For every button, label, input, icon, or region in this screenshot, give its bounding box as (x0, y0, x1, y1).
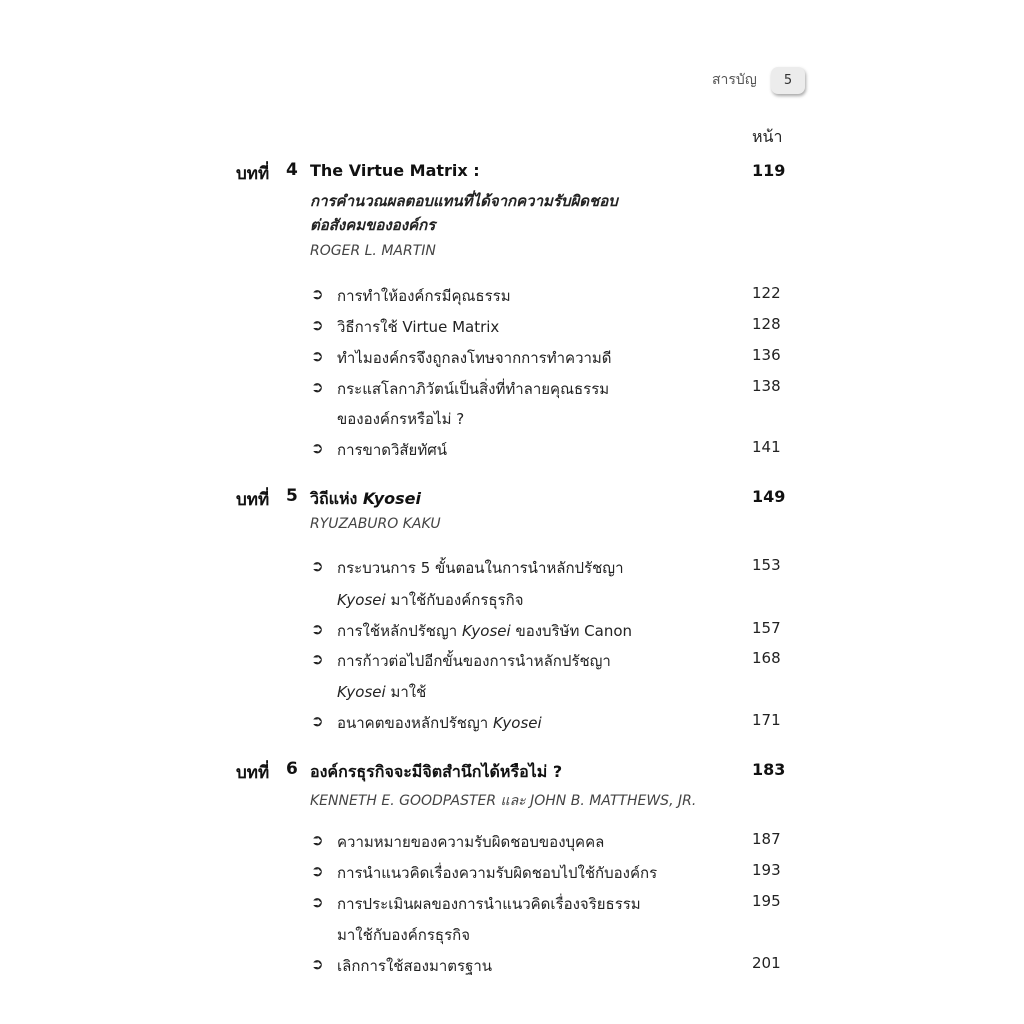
chapter-subtitle-line: การคำนวณผลตอบแทนที่ได้จากความรับผิดชอบ (310, 192, 618, 210)
toc-entry-continuation[interactable]: ขององค์กรหรือไม่ ? (337, 410, 465, 428)
chapter-page: 119 (752, 161, 786, 180)
toc-entry[interactable]: การนำแนวคิดเรื่องความรับผิดชอบไปใช้กับองค์กร (337, 864, 658, 882)
toc-entry[interactable]: ทำไมองค์กรจึงถูกลงโทษจากการทำความดี (337, 349, 612, 367)
toc-entry[interactable]: ความหมายของความรับผิดชอบของบุคคล (337, 833, 605, 851)
toc-entry[interactable]: การทำให้องค์กรมีคุณธรรม (337, 287, 511, 305)
entry-text-pre: อนาคตของหลักปรัชญา (337, 714, 493, 732)
continuation-text: มาใช้ (385, 683, 427, 701)
chapter-title[interactable]: The Virtue Matrix : (310, 161, 480, 180)
toc-entry-page: 195 (752, 892, 781, 910)
chapter-title[interactable]: องค์กรธุรกิจจะมีจิตสำนึกได้หรือไม่ ? (310, 762, 563, 781)
toc-entry[interactable]: การประเมินผลของการนำแนวคิดเรื่องจริยธรรม (337, 895, 641, 913)
bullet-icon: ➲ (311, 831, 324, 849)
chapter-page: 183 (752, 760, 786, 779)
toc-entry[interactable]: การขาดวิสัยทัศน์ (337, 441, 448, 459)
toc-entry-page: 122 (752, 284, 781, 302)
term-italic: Kyosei (337, 591, 386, 609)
toc-entry-continuation[interactable] (337, 680, 426, 704)
toc-entry-page: 153 (752, 556, 781, 574)
toc-entry-page: 168 (752, 649, 781, 667)
toc-entry[interactable]: กระบวนการ 5 ขั้นตอนในการนำหลักปรัชญา (337, 559, 624, 577)
chapter-subtitle-line: ต่อสังคมขององค์กร (310, 216, 436, 234)
bullet-icon: ➲ (311, 620, 324, 638)
term-italic: Kyosei (337, 683, 386, 701)
chapter-author: ROGER L. MARTIN (310, 243, 436, 259)
bullet-icon: ➲ (311, 439, 324, 457)
bullet-icon: ➲ (311, 285, 324, 303)
chapter-author: RYUZABURO KAKU (310, 516, 441, 532)
bullet-icon: ➲ (311, 557, 324, 575)
chapter-word: บทที่ (236, 763, 270, 783)
toc-entry-page: 141 (752, 438, 781, 456)
page-column-label: หน้า (752, 127, 783, 146)
chapter-number: 4 (286, 160, 298, 180)
chapter-word: บทที่ (236, 164, 270, 184)
chapter-number: 6 (286, 759, 298, 779)
toc-entry[interactable]: เลิกการใช้สองมาตรฐาน (337, 957, 493, 975)
chapter-number: 5 (286, 486, 298, 506)
toc-entry-continuation[interactable]: มาใช้กับองค์กรธุรกิจ (337, 926, 471, 944)
entry-text-post: ของบริษัท Canon (510, 622, 633, 640)
entry-text-pre: การใช้หลักปรัชญา (337, 622, 462, 640)
chapter-word: บทที่ (236, 490, 270, 510)
toc-entry-page: 193 (752, 861, 781, 879)
term-italic: Kyosei (492, 714, 542, 732)
bullet-icon: ➲ (311, 955, 324, 973)
bullet-icon: ➲ (311, 893, 324, 911)
toc-entry-page: 201 (752, 954, 781, 972)
toc-entry-page: 157 (752, 619, 781, 637)
continuation-text: มาใช้กับองค์กรธุรกิจ (385, 591, 524, 609)
toc-entry[interactable]: การก้าวต่อไปอีกขั้นของการนำหลักปรัชญา (337, 652, 611, 670)
toc-entry-page: 136 (752, 346, 781, 364)
toc-entry-page: 171 (752, 711, 781, 729)
toc-entry[interactable] (337, 619, 632, 643)
toc-entry[interactable] (337, 711, 542, 735)
toc-entry-page: 187 (752, 830, 781, 848)
section-label: สารบัญ (712, 72, 757, 88)
chapter-title-prefix: วิถีแห่ง (310, 489, 363, 508)
toc-entry-page: 128 (752, 315, 781, 333)
toc-entry[interactable]: กระแสโลกาภิวัตน์เป็นสิ่งที่ทำลายคุณธรรม (337, 380, 610, 398)
bullet-icon: ➲ (311, 378, 324, 396)
chapter-page: 149 (752, 487, 786, 506)
toc-entry[interactable]: วิธีการใช้ Virtue Matrix (337, 318, 500, 336)
page-number-badge: 5 (771, 67, 805, 94)
term-italic: Kyosei (461, 622, 511, 640)
bullet-icon: ➲ (311, 347, 324, 365)
bullet-icon: ➲ (311, 712, 324, 730)
bullet-icon: ➲ (311, 316, 324, 334)
bullet-icon: ➲ (311, 650, 324, 668)
chapter-title[interactable] (310, 487, 421, 512)
toc-entry-continuation[interactable] (337, 588, 523, 612)
chapter-author: KENNETH E. GOODPASTER และ JOHN B. MATTHEWS, JR. (310, 793, 697, 809)
chapter-title-italic: Kyosei (362, 489, 421, 508)
bullet-icon: ➲ (311, 862, 324, 880)
toc-entry-page: 138 (752, 377, 781, 395)
